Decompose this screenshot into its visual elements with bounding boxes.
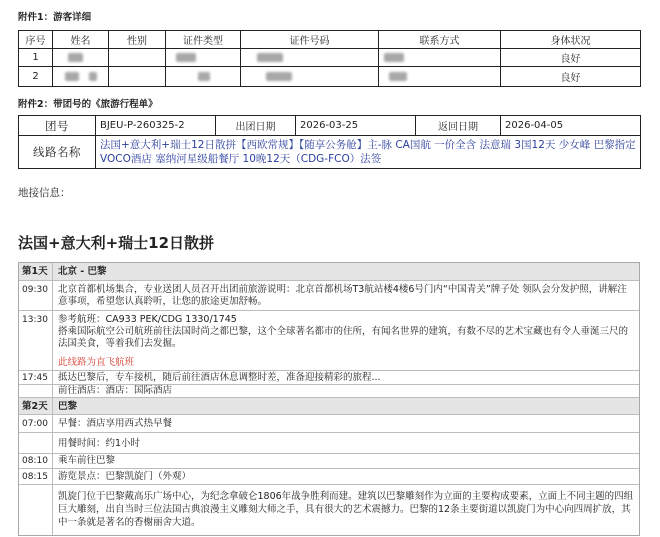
flight-info: 参考航班：CA933 PEK/CDG 1330/1745 xyxy=(58,314,237,325)
row2-no: 2 xyxy=(19,67,53,87)
header-name: 姓名 xyxy=(53,31,109,49)
attachment1-title: 附件1：游客详细 xyxy=(18,12,92,23)
item-time: 09:30 xyxy=(19,281,53,310)
table-row xyxy=(19,415,639,433)
route-name-value: 法国+意大利+瑞士12日散拼【西欧常规】【随享公务舱】主-脉 CA国航 一价全含 法意瑞 3国12天 少女峰 巴黎指定VOCO酒店 塞纳河星级船餐厅 10晚12天（CDG-FCO）法签 xyxy=(96,136,641,169)
item-text: 前往酒店：酒店：国际酒店 xyxy=(58,385,173,396)
day-route: 北京 - 巴黎 xyxy=(58,266,107,277)
row2-id-number xyxy=(241,67,379,87)
row2-id-type xyxy=(166,67,241,87)
group-no-value: BJEU-P-260325-2 xyxy=(96,116,216,136)
redacted-blur xyxy=(89,72,97,81)
redacted-blur xyxy=(389,72,407,81)
itinerary-title: 法国+意大利+瑞士12日散拼 xyxy=(18,234,215,252)
depart-date-value: 2026-03-25 xyxy=(296,116,416,136)
table-row xyxy=(19,311,639,371)
depart-date-label: 出团日期 xyxy=(216,116,296,136)
row1-contact xyxy=(379,49,501,67)
row1-health: 良好 xyxy=(501,49,641,67)
row2-gender xyxy=(109,67,166,87)
header-id-number: 证件号码 xyxy=(241,31,379,49)
row1-name xyxy=(53,49,109,67)
item-text: 用餐时间：约1小时 xyxy=(58,438,141,449)
item-time xyxy=(19,433,53,453)
header-no: 序号 xyxy=(19,31,53,49)
item-text: 搭乘国际航空公司航班前往法国时尚之都巴黎，这个全球著名都市的住所，有闻名世界的建筑，有数不尽的艺术宝藏也有令人垂涎三尺的法国美食，等着我们去发掘。 xyxy=(58,326,629,349)
header-health: 身体状况 xyxy=(501,31,641,49)
day-header xyxy=(19,398,639,415)
redacted-blur xyxy=(384,53,404,62)
return-date-value: 2026-04-05 xyxy=(501,116,641,136)
tour-itinerary-table xyxy=(18,115,641,169)
table-row xyxy=(19,385,639,398)
header-gender: 性别 xyxy=(109,31,166,49)
table-row xyxy=(19,281,639,311)
day-route: 巴黎 xyxy=(58,401,78,412)
header-id-type: 证件类型 xyxy=(166,31,241,49)
day-header xyxy=(19,263,639,281)
day-label: 第2天 xyxy=(19,398,53,414)
route-name-label: 线路名称 xyxy=(19,136,96,169)
item-body xyxy=(53,311,639,370)
redacted-blur xyxy=(65,72,79,81)
item-time: 08:10 xyxy=(19,454,53,468)
item-text: 北京首都机场集合，专业送团人员召开出团前旅游说明：北京首都机场T3航站楼4楼6号门内“中国青关”牌子处 领队会分发护照，讲解注意事项，希望您认真聆听，让您的旅途更加舒畅。 xyxy=(58,284,627,307)
table-row xyxy=(19,433,639,454)
item-time: 07:00 xyxy=(19,415,53,432)
item-time xyxy=(19,485,53,535)
item-time: 08:15 xyxy=(19,469,53,484)
row1-id-type xyxy=(166,49,241,67)
redacted-blur xyxy=(266,72,292,81)
group-no-label: 团号 xyxy=(19,116,96,136)
item-text: 游览景点：巴黎凯旋门（外观） xyxy=(58,471,192,482)
table-row xyxy=(19,469,639,485)
item-text: 早餐：酒店享用西式热早餐 xyxy=(58,418,173,429)
row1-no: 1 xyxy=(19,49,53,67)
table-row xyxy=(19,454,639,469)
attachment2-title: 附件2：带团号的《旅游行程单》 xyxy=(18,99,158,110)
row2-contact xyxy=(379,67,501,87)
attraction-description: 凯旋门位于巴黎戴高乐广场中心，为纪念拿破仑1806年战争胜利而建。建筑以巴黎雕刻作为立面的主要构成要素，立面上不同主题的四组巨大雕刻，出自当时三位法国古典浪漫主义雕刻大师之手，具有很大的艺术震撼力。巴黎的12条主要街道以凯旋门为中心向四周扩放，其中一条就是著名的香榭丽舍大道。 xyxy=(58,491,634,528)
item-time xyxy=(19,385,53,397)
row2-health: 良好 xyxy=(501,67,641,87)
row1-id-number xyxy=(241,49,379,67)
redacted-blur xyxy=(198,72,210,81)
item-text: 乘车前往巴黎 xyxy=(58,455,116,466)
row2-name xyxy=(53,67,109,87)
item-time: 17:45 xyxy=(19,371,53,384)
tourist-details-table xyxy=(18,30,641,87)
row1-gender xyxy=(109,49,166,67)
table-row xyxy=(19,371,639,385)
redacted-blur xyxy=(68,53,83,62)
header-contact: 联系方式 xyxy=(379,31,501,49)
local-info-label: 地接信息： xyxy=(18,187,71,199)
return-date-label: 返回日期 xyxy=(416,116,501,136)
itinerary-detail-table xyxy=(18,262,640,536)
table-row xyxy=(19,485,639,535)
item-text: 抵达巴黎后，专车接机，随后前往酒店休息调整时差，准备迎接精彩的旅程... xyxy=(58,372,381,383)
redacted-blur xyxy=(176,53,196,62)
redacted-blur xyxy=(257,53,283,62)
item-time: 13:30 xyxy=(19,311,53,370)
day-label: 第1天 xyxy=(19,263,53,280)
flight-note: 此线路为直飞航班 xyxy=(58,357,135,368)
